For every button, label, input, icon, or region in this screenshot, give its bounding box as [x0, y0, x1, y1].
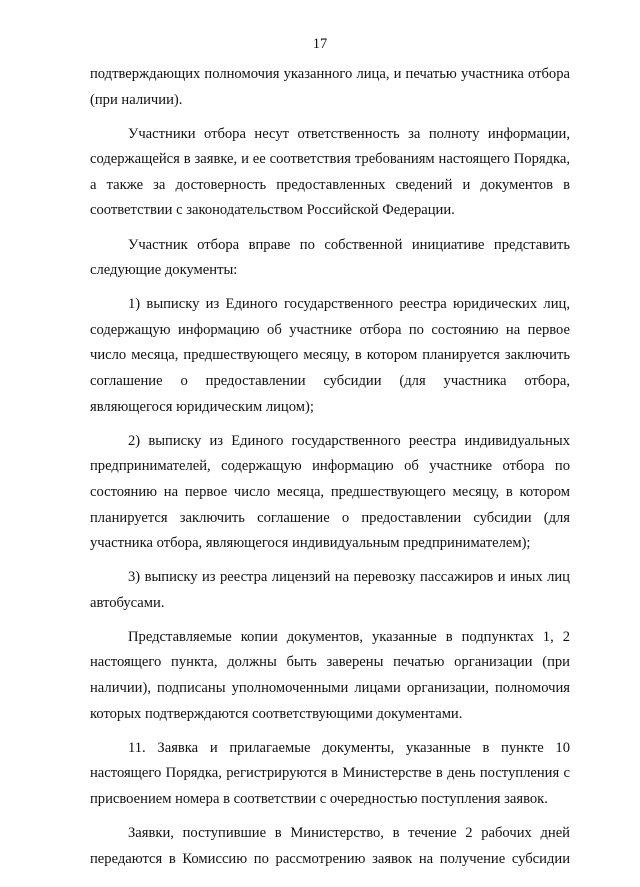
paragraph-commission-transfer: Заявки, поступившие в Министерство, в течение 2 рабочих дней передаются в Комиссию по рассмотрению заявок на получение субсидии — [90, 825, 570, 867]
list-item-1-legal-entities: 1) выписку из Единого государственного реестра юридических лиц, содержащую информацию об участнике отбора по состоянию на первое число месяца, предшествующего месяцу, в котором планируется заключить соглашение о предоставлении субсидии (для участника отбора, являющегося юридическим лицом); — [90, 296, 570, 415]
page-number: 17 — [312, 36, 328, 52]
list-item-2-entrepreneurs: 2) выписку из Единого государственного реестра индивидуальных предпринимателей, содержащую информацию об участнике отбора по состоянию на первое число месяца, предшествующего месяцу, в котором планируется заключить соглашение о предоставлении субсидии (для участника отбора, являющегося индивидуальным предпринимателем); — [90, 432, 570, 552]
document-body — [90, 62, 570, 881]
paragraph-optional-documents: Участник отбора вправе по собственной инициативе представить следующие документы: — [90, 236, 570, 279]
paragraph-continuation: подтверждающих полномочия указанного лица, и печатью участника отбора (при наличии). — [90, 66, 570, 108]
paragraph-copies-certification: Представляемые копии документов, указанные в подпунктах 1, 2 настоящего пункта, должны быть заверены печатью организации (при наличии), подписаны уполномоченными лицами организации, полномочия которых подтверждаются соответствующими документами. — [90, 628, 570, 722]
list-item-3-licenses: 3) выписку из реестра лицензий на перевозку пассажиров и иных лиц автобусами. — [90, 569, 570, 611]
paragraph-11-registration: 11. Заявка и прилагаемые документы, указанные в пункте 10 настоящего Порядка, регистрируются в Министерстве в день поступления с присвоением номера в соответствии с очередностью поступления заявок. — [90, 739, 570, 807]
paragraph-responsibility: Участники отбора несут ответственность за полноту информации, содержащейся в заявке, и ее соответствия требованиям настоящего Порядка, а также за достоверность предоставленных сведений и документов в соответствии с законодательством Российской Федерации. — [90, 125, 570, 219]
